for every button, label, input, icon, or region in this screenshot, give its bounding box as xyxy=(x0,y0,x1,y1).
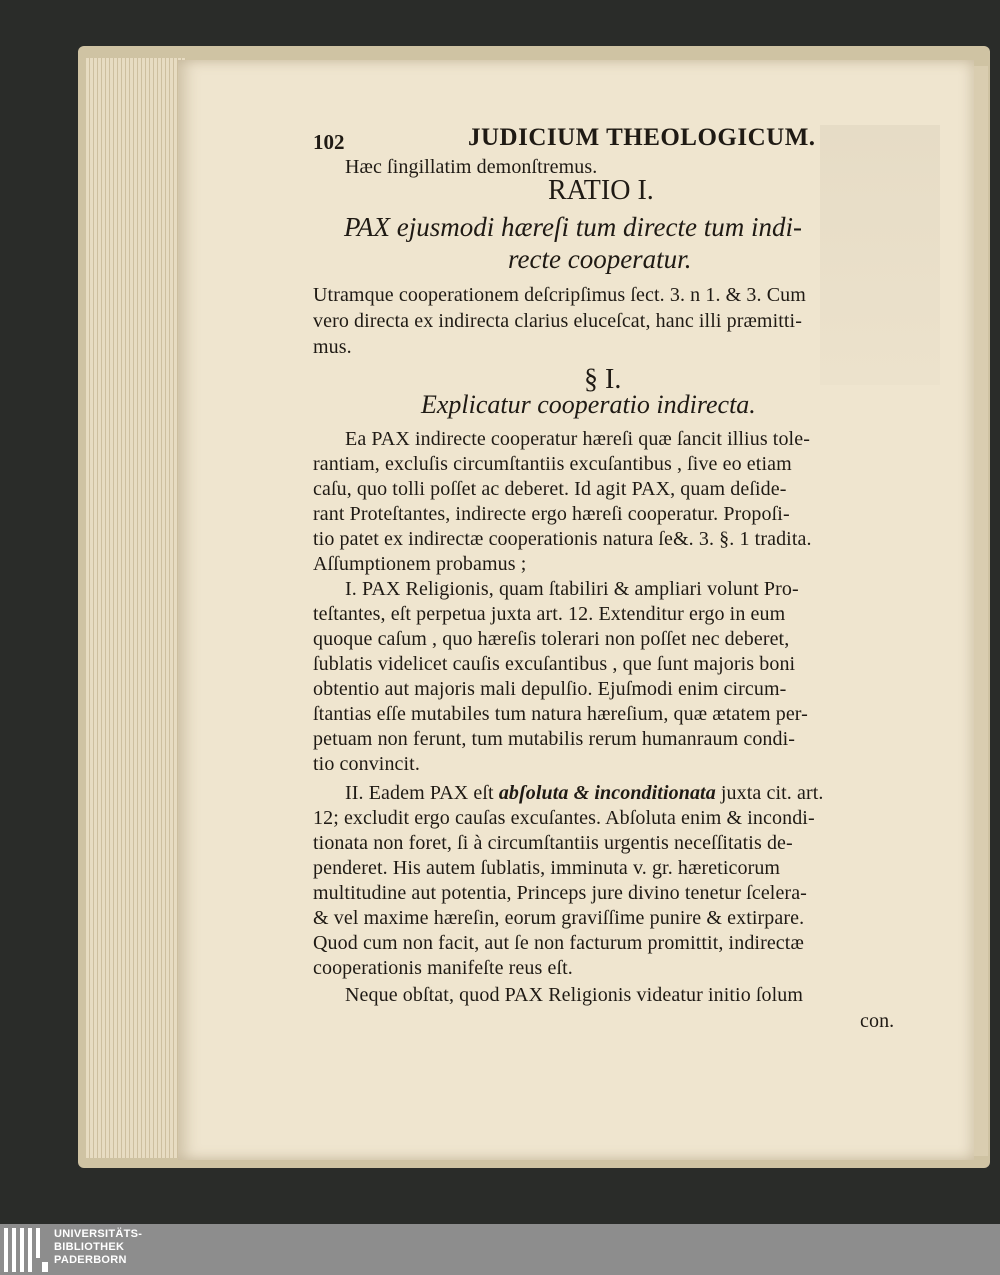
library-footer xyxy=(0,1224,1000,1275)
text-line: petuam non ferunt, tum mutabilis rerum humanraum condi- xyxy=(313,728,796,750)
ratio-subheading-line-1: PAX ejusmodi hæreſi tum directe tum indi- xyxy=(344,212,802,242)
library-name-line: UNIVERSITÄTS- xyxy=(54,1228,143,1240)
text-line: I. PAX Religionis, quam ſtabiliri & ampliari volunt Pro- xyxy=(345,578,799,600)
text-line: Hæc ſingillatim demonſtremus. xyxy=(345,156,598,178)
catchword: con. xyxy=(860,1010,895,1032)
text-line: cooperationis manifeſte reus eſt. xyxy=(313,957,573,979)
text-line: teſtantes, eſt perpetua juxta art. 12. Extenditur ergo in eum xyxy=(313,603,786,625)
text-line xyxy=(345,782,823,805)
text-line: vero directa ex indirecta clarius eluceſcat, hanc illi præmitti- xyxy=(313,310,802,332)
text-span: II. Eadem PAX eſt xyxy=(345,782,499,804)
text-line: 12; excludit ergo cauſas excuſantes. Abſoluta enim & incondi- xyxy=(313,807,815,829)
text-line: & vel maxime hæreſin, eorum graviſſime punire & extirpare. xyxy=(313,907,805,929)
text-line: obtentio aut majoris mali depulſio. Ejuſmodi enim circum- xyxy=(313,678,787,700)
page-number: 102 xyxy=(313,130,345,154)
text-line: multitudine aut potentia, Princeps jure divino tenetur ſcelera- xyxy=(313,882,807,904)
text-line: quoque caſum , quo hæreſis tolerari non poſſet nec deberet, xyxy=(313,628,790,650)
show-through xyxy=(820,125,940,385)
text-span: juxta cit. art. xyxy=(715,782,824,804)
text-line: penderet. His autem ſublatis, imminuta v. gr. hæreticorum xyxy=(313,857,781,879)
library-name-line: PADERBORN xyxy=(54,1254,127,1266)
text-line: Aſſumptionem probamus ; xyxy=(313,553,527,575)
library-name xyxy=(54,1228,142,1267)
text-line: caſu, quo tolli poſſet ac deberet. Id agit PAX, quam deſide- xyxy=(313,478,787,500)
text-line: ſtantias eſſe mutabiles tum natura hæreſium, quæ ætatem per- xyxy=(313,703,808,725)
ratio-subheading-line-2: recte cooperatur. xyxy=(508,244,692,274)
text-line: mus. xyxy=(313,336,352,358)
text-line: tionata non foret, ſi à circumſtantiis urgentis neceſſitatis de- xyxy=(313,832,793,854)
text-line: ſublatis videlicet cauſis excuſantibus , que ſunt majoris boni xyxy=(313,653,796,675)
page-right-edge xyxy=(974,66,988,1156)
text-line: tio patet ex indirectæ cooperationis natura ſe&. 3. §. 1 tradita. xyxy=(313,528,812,550)
library-logo-icon xyxy=(4,1228,46,1272)
text-line: Ea PAX indirecte cooperatur hæreſi quæ ſancit illius tole- xyxy=(345,428,810,450)
text-line: Utramque cooperationem deſcripſimus ſect. 3. n 1. & 3. Cum xyxy=(313,284,806,306)
emphasis-span: abſoluta & inconditionata xyxy=(498,782,716,804)
text-line: Quod cum non facit, aut ſe non facturum promittit, indirectæ xyxy=(313,932,804,954)
running-title: JUDICIUM THEOLOGICUM. xyxy=(468,124,816,151)
library-name-line: BIBLIOTHEK xyxy=(54,1241,125,1253)
text-line: rant Proteſtantes, indirecte ergo hæreſi cooperatur. Propoſi- xyxy=(313,503,790,525)
page-edges xyxy=(86,58,186,1158)
section-heading: § I. xyxy=(584,364,622,395)
section-title: Explicatur cooperatio indirecta. xyxy=(421,390,756,419)
text-line: tio convincit. xyxy=(313,753,420,775)
text-line: rantiam, excluſis circumſtantiis excuſantibus , ſive eo etiam xyxy=(313,453,792,475)
text-line: Neque obſtat, quod PAX Religionis videatur initio ſolum xyxy=(345,984,804,1006)
ratio-heading: RATIO I. xyxy=(548,175,654,206)
